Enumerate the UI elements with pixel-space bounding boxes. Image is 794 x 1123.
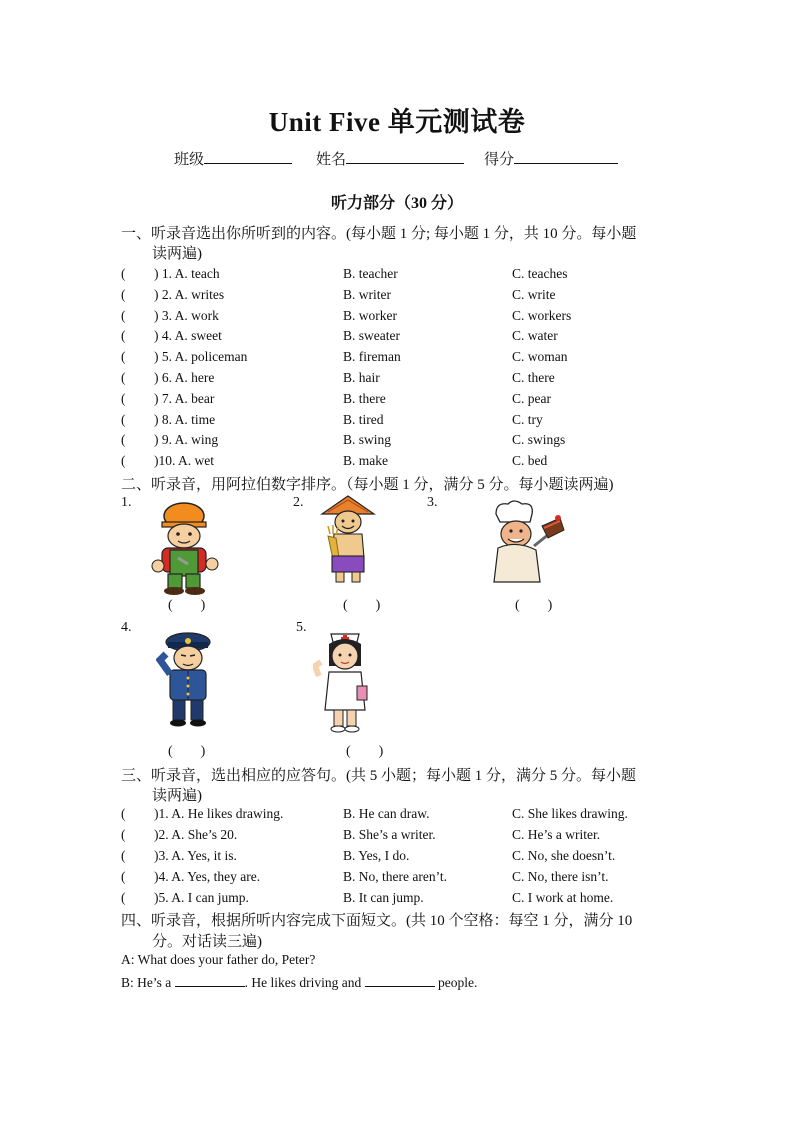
name-label: 姓名 bbox=[316, 152, 347, 168]
picture-label-2: 2. bbox=[293, 495, 304, 510]
question-row bbox=[0, 827, 794, 847]
answer-paren-open[interactable]: ( bbox=[121, 411, 126, 427]
option-b: B. tired bbox=[343, 411, 384, 427]
part2-question: 二、听录音，用阿拉伯数字排序。（每小题 1 分，满分 5 分。每小题读两遍) bbox=[121, 477, 614, 493]
question-row bbox=[0, 349, 794, 369]
option-a: ) 4. A. sweet bbox=[154, 328, 222, 344]
answer-paren-open[interactable]: ( bbox=[121, 266, 126, 281]
policeman-illustration bbox=[156, 630, 220, 728]
baker-illustration bbox=[480, 500, 568, 588]
answer-paren-open[interactable]: ( bbox=[121, 349, 126, 365]
part3-question: 三、听录音，选出相应的应答句。(共 5 小题；每小题 1 分，满分 5 分。每小题 bbox=[121, 768, 636, 784]
option-c: C. try bbox=[512, 411, 543, 427]
option-b: B. writer bbox=[343, 286, 391, 302]
option-a: ) 1. A. teach bbox=[154, 266, 220, 281]
answer-paren-open[interactable]: ( bbox=[121, 827, 126, 842]
option-c: C. I work at home. bbox=[512, 890, 614, 905]
option-a: ) 2. A. writes bbox=[154, 286, 225, 302]
option-c: C. She likes drawing. bbox=[512, 806, 628, 821]
option-a: ) 7. A. bear bbox=[154, 390, 215, 406]
option-c: C. teaches bbox=[512, 266, 568, 281]
score-field bbox=[484, 148, 618, 169]
option-c: C. No, there isn’t. bbox=[512, 869, 609, 884]
answer-paren-open[interactable]: ( bbox=[121, 307, 126, 323]
question-row bbox=[0, 370, 794, 390]
option-a: )5. A. I can jump. bbox=[154, 890, 249, 905]
dialogue-line-b-start: B: He’s a bbox=[121, 975, 172, 990]
part4-question: 四、听录音，根据所听内容完成下面短文。(共 10 个空格：每空 1 分，满分 10 bbox=[121, 913, 633, 929]
question-row bbox=[0, 308, 794, 328]
option-c: C. He’s a writer. bbox=[512, 827, 601, 842]
option-b: B. No, there aren’t. bbox=[343, 869, 447, 884]
question-row bbox=[0, 848, 794, 868]
part1-question-cont: 读两遍) bbox=[152, 246, 202, 262]
option-c: C. No, she doesn’t. bbox=[512, 848, 616, 863]
option-b: B. teacher bbox=[343, 266, 398, 281]
option-b: B. It can jump. bbox=[343, 890, 424, 905]
answer-paren-open[interactable]: ( bbox=[121, 453, 126, 469]
answer-paren-open[interactable]: ( bbox=[121, 432, 126, 448]
worker-illustration bbox=[148, 500, 222, 596]
question-row bbox=[0, 890, 794, 910]
dialogue-line-b-end: people. bbox=[437, 975, 478, 990]
option-b: B. there bbox=[343, 390, 386, 406]
answer-paren-open[interactable]: ( bbox=[121, 328, 126, 344]
score-blank[interactable] bbox=[514, 148, 618, 164]
listening-section-header: 听力部分（30 分） bbox=[330, 195, 463, 212]
option-c: C. woman bbox=[512, 349, 568, 365]
option-b: B. make bbox=[343, 453, 388, 469]
answer-paren-open[interactable]: ( bbox=[121, 848, 126, 863]
option-c: C. there bbox=[512, 370, 555, 385]
part3-question-cont: 读两遍) bbox=[152, 788, 202, 804]
option-b: B. She’s a writer. bbox=[343, 827, 436, 842]
dialogue-line-a: A: What does your father do, Peter? bbox=[121, 952, 316, 967]
option-a: )2. A. She’s 20. bbox=[154, 827, 238, 842]
question-row bbox=[0, 412, 794, 432]
answer-paren-1[interactable]: ( ) bbox=[168, 598, 206, 613]
option-c: C. write bbox=[512, 286, 556, 302]
answer-paren-open[interactable]: ( bbox=[121, 390, 126, 406]
class-blank[interactable] bbox=[204, 148, 292, 164]
option-a: ) 9. A. wing bbox=[154, 432, 219, 448]
answer-paren-open[interactable]: ( bbox=[121, 806, 126, 821]
question-row bbox=[0, 806, 794, 826]
option-a: )10. A. wet bbox=[154, 453, 214, 469]
option-b: B. worker bbox=[343, 307, 397, 323]
picture-label-3: 3. bbox=[427, 495, 438, 510]
page-title: Unit Five 单元测试卷 bbox=[268, 107, 526, 137]
class-field bbox=[174, 148, 292, 169]
nurse-illustration bbox=[313, 626, 377, 736]
dialogue-line-b-middle: . He likes driving and bbox=[244, 975, 362, 990]
picture-label-5: 5. bbox=[296, 620, 307, 635]
class-label: 班级 bbox=[174, 152, 205, 168]
farmer-illustration bbox=[318, 494, 378, 586]
part4-question-cont: 分。对话读三遍) bbox=[152, 934, 262, 950]
option-b: B. fireman bbox=[343, 349, 401, 365]
question-row bbox=[0, 453, 794, 473]
question-row bbox=[0, 432, 794, 452]
option-a: )4. A. Yes, they are. bbox=[154, 869, 261, 884]
question-row bbox=[0, 328, 794, 348]
answer-paren-open[interactable]: ( bbox=[121, 869, 126, 884]
answer-paren-open[interactable]: ( bbox=[121, 370, 126, 385]
answer-paren-open[interactable]: ( bbox=[121, 286, 126, 302]
option-c: C. water bbox=[512, 328, 558, 344]
fill-blank-1[interactable] bbox=[175, 973, 245, 987]
question-row bbox=[0, 266, 794, 286]
option-a: ) 8. A. time bbox=[154, 411, 216, 427]
option-c: C. swings bbox=[512, 432, 566, 448]
part1-question: 一、听录音选出你所听到的内容。(每小题 1 分; 每小题 1 分，共 10 分。每小题 bbox=[121, 226, 637, 242]
option-a: ) 3. A. work bbox=[154, 307, 219, 323]
dialogue-line-b bbox=[121, 973, 477, 991]
option-b: B. Yes, I do. bbox=[343, 848, 410, 863]
answer-paren-3[interactable]: ( ) bbox=[515, 598, 553, 613]
name-blank[interactable] bbox=[346, 148, 464, 164]
picture-label-4: 4. bbox=[121, 620, 132, 635]
option-a: ) 5. A. policeman bbox=[154, 349, 248, 365]
option-b: B. He can draw. bbox=[343, 806, 430, 821]
answer-paren-open[interactable]: ( bbox=[121, 890, 126, 905]
question-row bbox=[0, 869, 794, 889]
answer-paren-2[interactable]: ( ) bbox=[343, 598, 381, 613]
option-b: B. hair bbox=[343, 370, 380, 385]
answer-paren-5[interactable]: ( ) bbox=[346, 744, 384, 759]
name-field bbox=[316, 148, 464, 169]
score-label: 得分 bbox=[484, 152, 515, 168]
option-c: C. workers bbox=[512, 307, 572, 323]
answer-paren-4[interactable]: ( ) bbox=[168, 744, 206, 759]
option-c: C. bed bbox=[512, 453, 548, 469]
fill-blank-2[interactable] bbox=[365, 973, 435, 987]
picture-label-1: 1. bbox=[121, 495, 132, 510]
question-row bbox=[0, 287, 794, 307]
question-row bbox=[0, 391, 794, 411]
option-a: )3. A. Yes, it is. bbox=[154, 848, 237, 863]
option-a: ) 6. A. here bbox=[154, 370, 215, 385]
option-c: C. pear bbox=[512, 390, 551, 406]
option-a: )1. A. He likes drawing. bbox=[154, 806, 284, 821]
option-b: B. swing bbox=[343, 432, 392, 448]
option-b: B. sweater bbox=[343, 328, 400, 344]
